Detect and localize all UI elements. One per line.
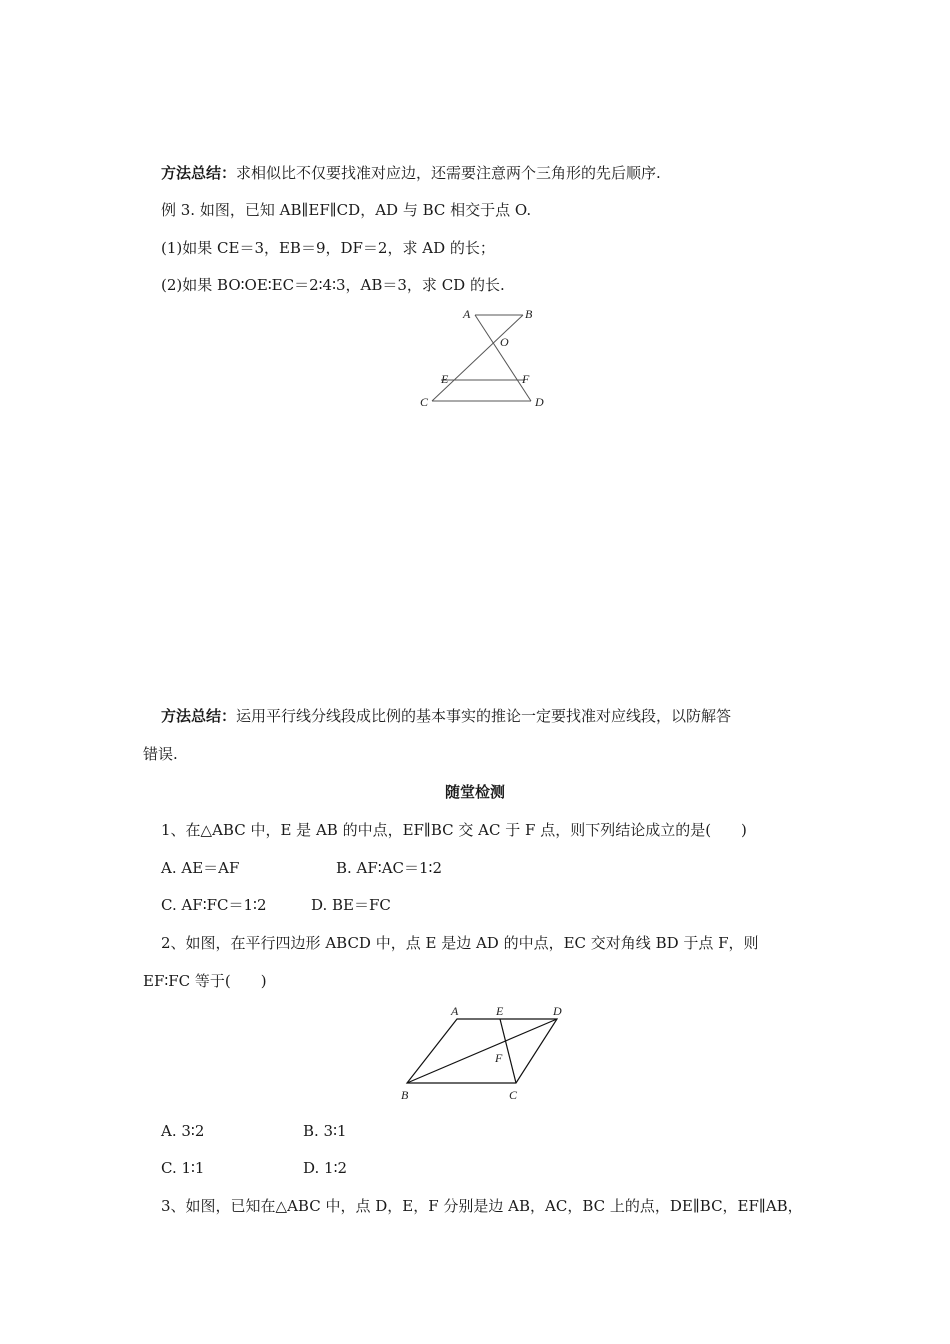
method-summary-label: 方法总结： <box>161 707 237 725</box>
problem-1-option-d: D. BE＝FC <box>311 896 391 914</box>
label-c: C <box>509 1088 518 1102</box>
label-o: O <box>500 335 509 349</box>
problem-3-stem: 3、如图，已知在△ABC 中，点 D，E，F 分别是边 AB，AC，BC 上的点，DE∥BC，EF∥AB， <box>161 1197 803 1215</box>
method-summary-label: 方法总结： <box>161 164 237 182</box>
label-d: D <box>553 1004 562 1018</box>
label-b: B <box>525 307 533 321</box>
method-summary-text: 运用平行线分线段成比例的基本事实的推论一定要找准对应线段，以防解答 <box>236 707 732 725</box>
method-summary-text: 求相似比不仅要找准对应边，还需要注意两个三角形的先后顺序. <box>236 164 661 182</box>
label-a: A <box>451 1004 459 1018</box>
problem-2-option-c: C. 1∶1 <box>161 1159 205 1177</box>
label-d: D <box>535 395 544 409</box>
example-3-title: 例 3. 如图，已知 AB∥EF∥CD，AD 与 BC 相交于点 O. <box>161 201 532 219</box>
problem-2-option-b: B. 3∶1 <box>303 1122 347 1140</box>
example-3-question-1: (1)如果 CE＝3，EB＝9，DF＝2，求 AD 的长； <box>161 239 495 257</box>
segment-ad <box>475 315 531 401</box>
segment-ec <box>500 1019 516 1083</box>
problem-2-option-a: A. 3∶2 <box>161 1122 205 1140</box>
method-summary-2-continued: 错误. <box>143 745 178 763</box>
problem-1-stem: 1、在△ABC 中，E 是 AB 的中点，EF∥BC 交 AC 于 F 点，则下列结论成立的是( ) <box>161 821 747 839</box>
problem-2-stem-continued: EF∶FC 等于( ) <box>143 972 267 990</box>
problem-1-option-c: C. AF∶FC＝1∶2 <box>161 896 267 914</box>
label-b: B <box>401 1088 409 1102</box>
section-title: 随堂检测 <box>444 783 505 801</box>
problem-1-option-b: B. AF∶AC＝1∶2 <box>336 859 443 877</box>
problem-2-option-d: D. 1∶2 <box>303 1159 348 1177</box>
method-summary-2 <box>161 706 731 726</box>
example-3-question-2: (2)如果 BO∶OE∶EC＝2∶4∶3，AB＝3，求 CD 的长. <box>161 276 505 294</box>
diagonal-bd <box>407 1019 557 1083</box>
method-summary-1 <box>161 163 661 183</box>
label-a: A <box>463 307 471 321</box>
label-e: E <box>441 372 449 386</box>
label-e: E <box>496 1004 504 1018</box>
label-f: F <box>495 1051 503 1065</box>
figure-parallelogram <box>395 1002 575 1102</box>
figure-parallel-lines <box>415 302 565 412</box>
problem-1-option-a: A. AE＝AF <box>161 859 240 877</box>
label-c: C <box>420 395 429 409</box>
problem-2-stem: 2、如图，在平行四边形 ABCD 中，点 E 是边 AD 的中点，EC 交对角线 BD 于点 F，则 <box>161 934 759 952</box>
label-f: F <box>522 372 530 386</box>
segment-bc <box>432 315 523 401</box>
